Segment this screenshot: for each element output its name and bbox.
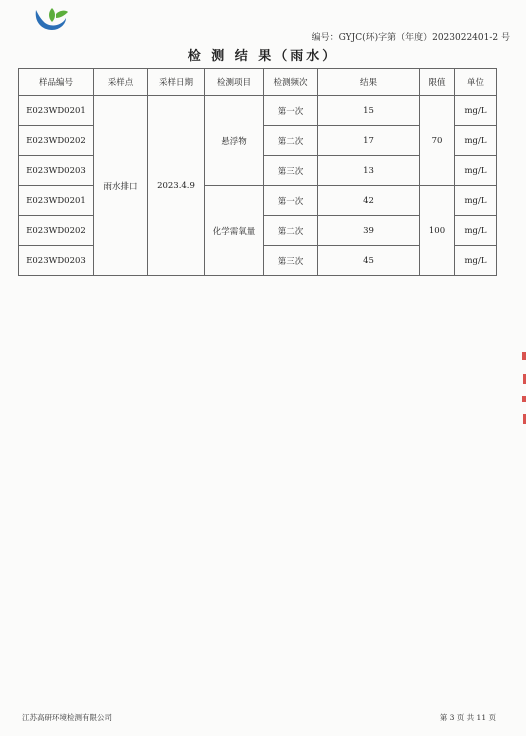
limit-cell: 70 (420, 96, 455, 186)
sample-date-cell: 2023.4.9 (148, 96, 205, 276)
unit-cell: mg/L (455, 156, 497, 186)
document-number: 编号：GYJC(环)字第（年度）2023022401-2 号 (311, 33, 510, 43)
page-number: 第 3 页 共 11 页 (439, 713, 496, 722)
test-item-cell: 化学需氧量 (205, 186, 264, 276)
header-sample-id: 样品编号 (19, 69, 94, 96)
frequency-cell: 第三次 (264, 246, 318, 276)
result-cell: 42 (318, 186, 420, 216)
frequency-cell: 第一次 (264, 96, 318, 126)
page-title: 检 测 结 果（雨水） (187, 49, 339, 64)
sample-id-cell: E023WD0202 (19, 216, 94, 246)
frequency-cell: 第一次 (264, 186, 318, 216)
sample-id-cell: E023WD0201 (19, 186, 94, 216)
header-frequency: 检测频次 (264, 69, 318, 96)
company-logo-icon (30, 4, 74, 36)
result-cell: 17 (318, 126, 420, 156)
seal-stamp-edge-icon (520, 350, 526, 430)
header-unit: 单位 (455, 69, 497, 96)
header-result: 结果 (318, 69, 420, 96)
sample-id-cell: E023WD0203 (19, 246, 94, 276)
unit-cell: mg/L (455, 96, 497, 126)
sample-point-cell: 雨水排口 (94, 96, 148, 276)
header-sample-point: 采样点 (94, 69, 148, 96)
sample-id-cell: E023WD0202 (19, 126, 94, 156)
header-test-item: 检测项目 (205, 69, 264, 96)
frequency-cell: 第二次 (264, 216, 318, 246)
table-row (19, 96, 497, 126)
unit-cell: mg/L (455, 216, 497, 246)
unit-cell: mg/L (455, 126, 497, 156)
sample-id-cell: E023WD0203 (19, 156, 94, 186)
limit-cell: 100 (420, 186, 455, 276)
sample-id-cell: E023WD0201 (19, 96, 94, 126)
header-sample-date: 采样日期 (148, 69, 205, 96)
result-cell: 15 (318, 96, 420, 126)
results-table (18, 68, 497, 276)
result-cell: 39 (318, 216, 420, 246)
table-header-row (19, 69, 497, 96)
frequency-cell: 第二次 (264, 126, 318, 156)
result-cell: 45 (318, 246, 420, 276)
unit-cell: mg/L (455, 246, 497, 276)
header-limit: 限值 (420, 69, 455, 96)
table-row (19, 186, 497, 216)
result-cell: 13 (318, 156, 420, 186)
frequency-cell: 第三次 (264, 156, 318, 186)
test-item-cell: 悬浮物 (205, 96, 264, 186)
company-name: 江苏高研环境检测有限公司 (22, 713, 112, 722)
unit-cell: mg/L (455, 186, 497, 216)
